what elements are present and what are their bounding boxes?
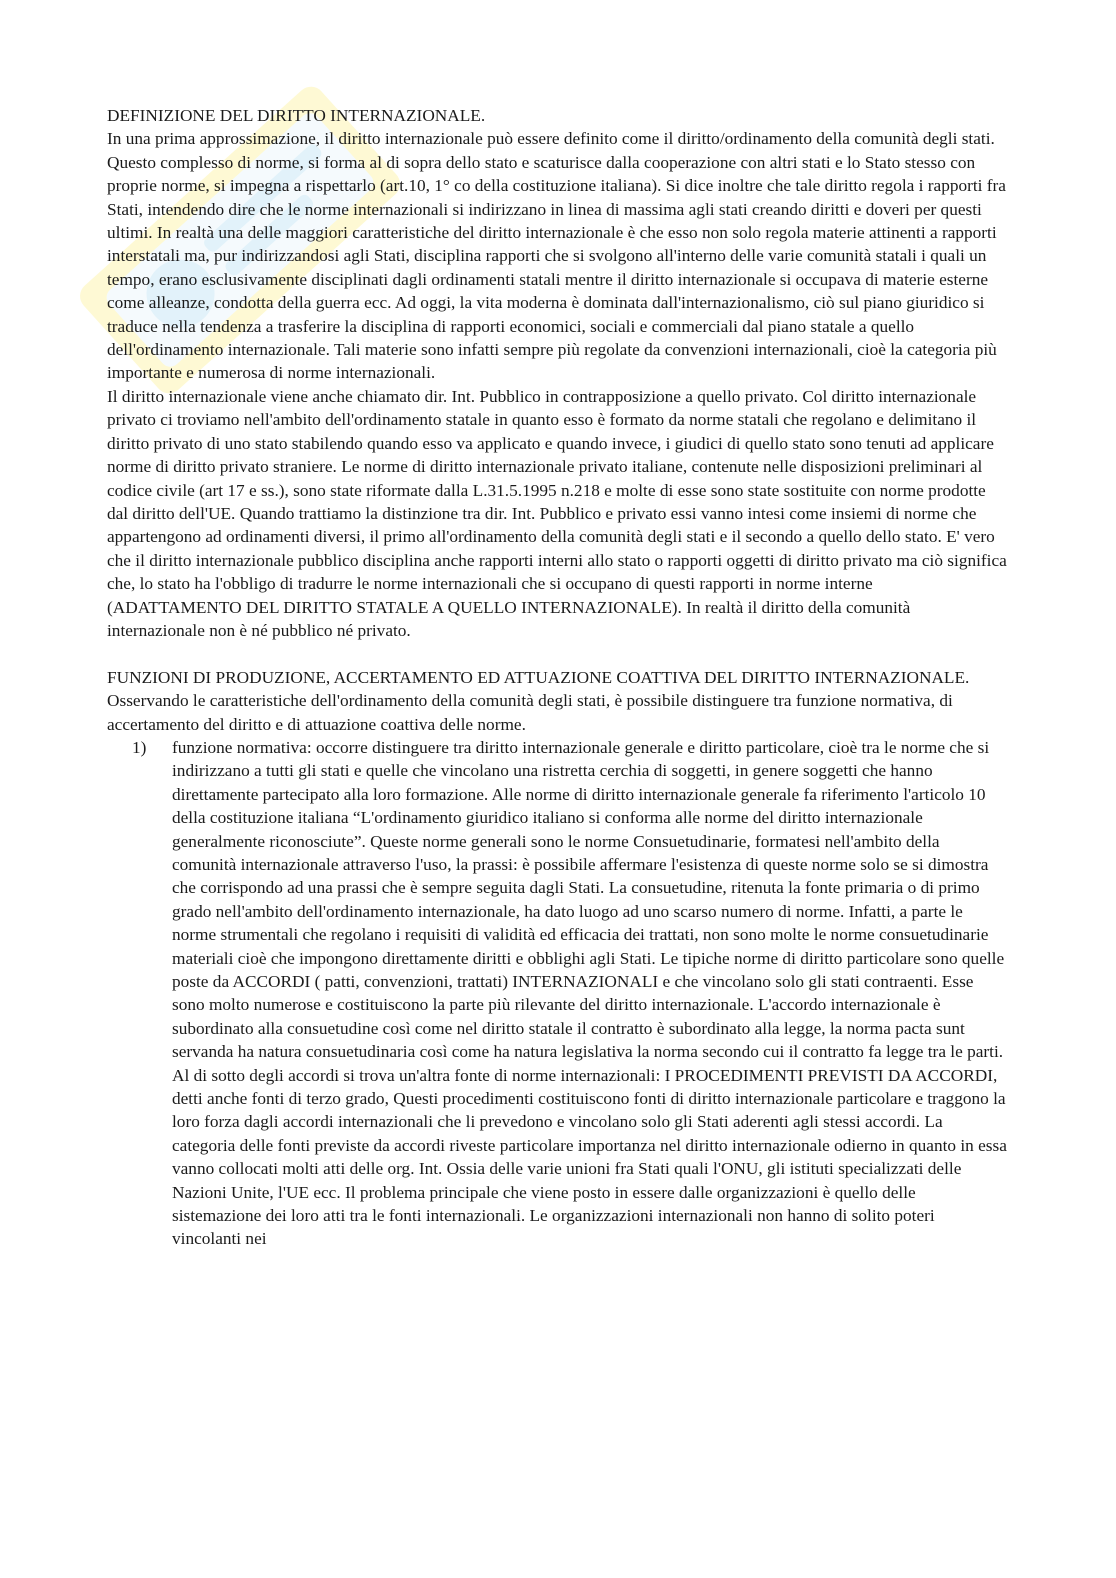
numbered-list bbox=[107, 736, 1007, 1251]
paragraph: Osservando le caratteristiche dell'ordinamento della comunità degli stati, è possibile distinguere tra funzione normativa, di accertamento del diritto e di attuazione coattiva delle norme. bbox=[107, 691, 953, 734]
section-heading-funzioni: FUNZIONI DI PRODUZIONE, ACCERTAMENTO ED ATTUAZIONE COATTIVA DEL DIRITTO INTERNAZIONALE. bbox=[107, 667, 970, 687]
list-item-text: funzione normativa: occorre distinguere tra diritto internazionale generale e diritto particolare, cioè tra le norme che si indirizzano a tutti gli stati e quelle che vincolano una ristretta cerchia di soggetti, in genere soggetti che hanno direttamente partecipato alla loro formazione. Alle norme di diritto internazionale generale fa riferimento l'articolo 10 della costituzione italiana “L'ordinamento giuridico italiano si conforma alle norme del diritto internazionale generalmente riconosciute”. Queste norme generali sono le norme Consuetudinarie, formatesi nell'ambito della comunità internazionale attraverso l'uso, la prassi: è possibile affermare l'esistenza di queste norme solo se si dimostra che corrispondo ad una prassi che è sempre seguita dagli Stati. La consuetudine, ritenuta la fonte primaria o di primo grado nell'ambito dell'ordinamento internazionale, ha dato luogo ad uno scarso numero di norme. Infatti, a parte le norme strumentali che regolano i requisiti di validità ed efficacia dei trattati, non sono molte le norme consuetudinarie materiali cioè che impongono direttamente diritti e obblighi agli Stati. Le tipiche norme di diritto particolare sono quelle poste da ACCORDI ( patti, convenzioni, trattati) INTERNAZIONALI e che vincolano solo gli stati contraenti. Esse sono molto numerose e costituiscono la parte più rilevante del diritto internazionale. L'accordo internazionale è subordinato alla consuetudine così come nel diritto statale il contratto è subordinato alla legge, la norma pacta sunt servanda ha natura consuetudinaria così come ha natura legislativa la norma secondo cui il contratto fa legge tra le parti. Al di sotto degli accordi si trova un'altra fonte di norme internazionali: I PROCEDIMENTI PREVISTI DA ACCORDI, detti anche fonti di terzo grado, Questi procedimenti costituiscono fonti di diritto internazionale particolare e traggono la loro forza dagli accordi internazionali che li prevedono e vincolano solo gli Stati aderenti agli stessi accordi. La categoria delle fonti previste da accordi riveste particolare importanza nel diritto internazionale odierno in quanto in essa vanno collocati molti atti delle org. Int. Ossia delle varie unioni fra Stati quali l'ONU, gli istituti specializzati delle Nazioni Unite, l'UE ecc. Il problema principale che viene posto in essere dalle organizzazioni è quello delle sistemazione dei loro atti tra le fonti internazionali. Le organizzazioni internazionali non hanno di solito poteri vincolanti nei bbox=[172, 737, 1007, 1249]
list-item bbox=[107, 736, 1007, 1251]
list-item-number: 1) bbox=[132, 737, 147, 757]
document-content bbox=[107, 104, 1007, 1251]
paragraph: In una prima approssimazione, il diritto internazionale può essere definito come il diritto/ordinamento della comunità degli stati. Questo complesso di norme, si forma al di sopra dello stato e scaturisce dalla cooperazione con altri stati e lo Stato stesso con proprie norme, si impegna a rispettarlo (art.10, 1° co della costituzione italiana). Si dice inoltre che tale diritto regola i rapporti fra Stati, intendendo dire che le norme internazionali si indirizzano in linea di massima agli stati creando diritti e doveri per questi ultimi. In realtà una delle maggiori caratteristiche del diritto internazionale è che esso non solo regola materie attinenti a rapporti interstatali ma, pur indirizzandosi agli Stati, disciplina rapporti che si svolgono all'interno delle varie comunità statali i quali un tempo, erano esclusivamente disciplinati dagli ordinamenti statali mentre il diritto internazionale si occupava di materie esterne come alleanze, condotta della guerra ecc. Ad oggi, la vita moderna è dominata dall'internazionalismo, ciò sul piano giuridico si traduce nella tendenza a trasferire la disciplina di rapporti economici, sociali e commerciali dal piano statale a quello dell'ordinamento internazionale. Tali materie sono infatti sempre più regolate da convenzioni internazionali, cioè la categoria più importante e numerosa di norme internazionali. bbox=[107, 129, 1006, 383]
paragraph: Il diritto internazionale viene anche chiamato dir. Int. Pubblico in contrapposizione a quello privato. Col diritto internazionale privato ci troviamo nell'ambito dell'ordinamento statale in quanto esso è formato da norme statali che regolano e delimitano il diritto privato di uno stato stabilendo quando esso va applicato e quando invece, i giudici di quello stato sono tenuti ad applicare norme di diritto privato straniere. Le norme di diritto internazionale privato italiane, contenute nelle disposizioni preliminari al codice civile (art 17 e ss.), sono state riformate dalla L.31.5.1995 n.218 e molte di esse sono state sostituite con norme prodotte dal diritto dell'UE. Quando trattiamo la distinzione tra dir. Int. Pubblico e privato essi vanno intesi come insiemi di norme che appartengono ad ordinamenti diversi, il primo all'ordinamento della comunità degli stati e il secondo a quello dello stato. E' vero che il diritto internazionale pubblico disciplina anche rapporti interni allo stato o rapporti oggetti di diritto privato ma ciò significa che, lo stato ha l'obbligo di tradurre le norme internazionali che si occupano di questi rapporti in norme interne (ADATTAMENTO DEL DIRITTO STATALE A QUELLO INTERNAZIONALE). In realtà il diritto della comunità internazionale non è né pubblico né privato. bbox=[107, 386, 1007, 640]
section-heading-definizione: DEFINIZIONE DEL DIRITTO INTERNAZIONALE. bbox=[107, 106, 486, 125]
blank-line bbox=[107, 642, 1007, 665]
